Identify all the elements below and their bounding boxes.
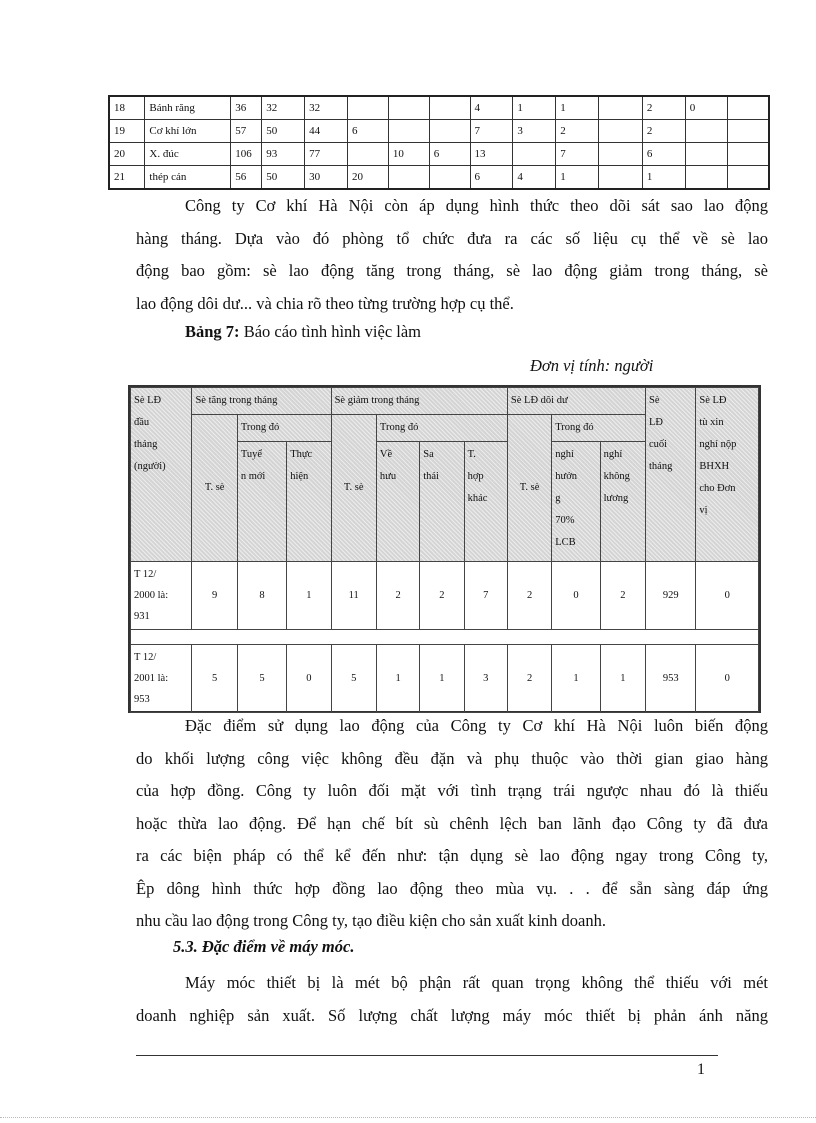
table-cell: X. đúc — [145, 143, 231, 166]
value-cell: 929 — [646, 562, 696, 630]
table-cell: 56 — [231, 166, 262, 190]
value-cell: 0 — [287, 645, 331, 713]
table-cell: 36 — [231, 96, 262, 120]
value-cell: 11 — [331, 562, 376, 630]
value-cell: 0 — [696, 645, 759, 713]
header-text-line: Sa — [423, 449, 434, 460]
value-cell: 953 — [646, 645, 696, 713]
table-cell: 32 — [262, 96, 305, 120]
caption-text: Báo cáo tình hình việc làm — [239, 322, 422, 341]
unit-note: Đơn vị tính: người — [530, 356, 654, 375]
table-cell: 106 — [231, 143, 262, 166]
header-text-line: BHXH — [699, 461, 730, 472]
table-cell: 2 — [642, 120, 685, 143]
table-cell — [388, 96, 429, 120]
text-line: Êp dông hình thức hợp đồng lao động theo mùa vụ. . . để sẵn sàng đáp ứng — [136, 878, 768, 898]
header-text-line: cuối — [649, 439, 668, 450]
text-line: ra các biện pháp có thể kể đến như: tận dụng sè lao động ngay trong Công ty, — [136, 846, 768, 865]
table-cell: 1 — [642, 166, 685, 190]
value-cell: 9 — [192, 562, 237, 630]
header-retire — [376, 442, 419, 562]
value-cell: 2 — [600, 562, 645, 630]
header-end-count — [646, 388, 696, 562]
header-text-line: cho Đơn — [699, 483, 736, 494]
row-label-line: 2001 là: — [134, 673, 169, 684]
header-text-line: tháng — [134, 439, 158, 450]
header-text-line: lương — [603, 493, 629, 504]
spacer-row — [131, 630, 759, 645]
table-cell — [388, 166, 429, 190]
header-unpaid — [600, 442, 645, 562]
table-cell — [429, 96, 470, 120]
header-text-line: Tuyể — [240, 449, 263, 460]
header-surplus: Sè LĐ dôi dư — [507, 388, 645, 415]
table-cell: 21 — [109, 166, 145, 190]
header-increase-total: T. sè — [192, 415, 237, 562]
text-line: lao động dôi dư... và chia rõ theo từng trường hợp cụ thể. — [136, 293, 514, 313]
value-cell: 2 — [420, 562, 464, 630]
caption-label: Bảng 7: — [185, 322, 240, 341]
table-cell — [727, 166, 769, 190]
table-cell — [599, 96, 643, 120]
report-row — [131, 645, 759, 713]
header-text-line: (người) — [134, 461, 166, 472]
value-cell: 8 — [237, 562, 286, 630]
header-text-line: hiện — [290, 471, 309, 482]
table-cell: 1 — [513, 96, 556, 120]
table-cell: 2 — [642, 96, 685, 120]
header-other — [464, 442, 507, 562]
table-cell — [599, 120, 643, 143]
table-cell: 4 — [513, 166, 556, 190]
header-text-line: n mới — [240, 471, 266, 482]
table-cell: 20 — [347, 166, 388, 190]
text-line: hoặc thừa lao động. Để hạn chế bít sù chênh lệch ban lãnh đạo Công ty đã đưa — [136, 813, 768, 833]
table-cell: 1 — [556, 166, 599, 190]
table-cell: 50 — [262, 120, 305, 143]
table-cell: 2 — [556, 120, 599, 143]
value-cell: 5 — [331, 645, 376, 713]
value-cell: 7 — [464, 562, 507, 630]
table-cell: 10 — [388, 143, 429, 166]
table-cell: 44 — [305, 120, 348, 143]
table-cell: 6 — [429, 143, 470, 166]
header-text-line: không — [603, 471, 630, 482]
value-cell: 2 — [507, 562, 551, 630]
header-text-line: tù xin — [699, 417, 724, 428]
table-row — [109, 96, 769, 120]
table-cell — [685, 120, 727, 143]
header-text-line: Sè LĐ — [699, 395, 727, 406]
header-text-line: T. — [467, 449, 476, 460]
text-line: Đặc điểm sử dụng lao động của Công ty Cơ khí Hà Nội luôn biến động — [185, 716, 768, 735]
table-cell: Cơ khí lớn — [145, 120, 231, 143]
value-cell: 1 — [552, 645, 600, 713]
header-text-line: LĐ — [649, 417, 663, 428]
row-label-line: T 12/ — [134, 569, 157, 580]
table-cell: 93 — [262, 143, 305, 166]
text-line: hàng tháng. Dựa vào đó phòng tổ chức đưa ra các số liệu cụ thể về sè lao — [136, 228, 768, 248]
page-edge — [0, 1117, 816, 1118]
header-text-line: vị — [699, 505, 708, 516]
header-decrease-of-which: Trong đó — [376, 415, 507, 442]
header-surplus-of-which: Trong đó — [552, 415, 646, 442]
table-cell — [388, 120, 429, 143]
header-leave70 — [552, 442, 600, 562]
table-cell: 0 — [685, 96, 727, 120]
text-line: do khối lượng công việc không đều đặn và phụ thuộc vào thời gian giao hàng — [136, 748, 768, 768]
paragraph-monitoring — [136, 190, 768, 320]
table-cell: 77 — [305, 143, 348, 166]
table-cell — [685, 143, 727, 166]
header-text-line: thải — [423, 471, 439, 482]
header-text-line: đầu — [134, 417, 150, 428]
table-cell — [599, 166, 643, 190]
header-text-line: Sè — [649, 395, 660, 406]
table-cell: 30 — [305, 166, 348, 190]
text-line: nhu cầu lao động trong Công ty, tạo điều kiện cho sản xuất kinh doanh. — [136, 911, 607, 930]
header-fired — [420, 442, 464, 562]
table-row — [109, 120, 769, 143]
row-label-line: T 12/ — [134, 652, 157, 663]
row-label — [131, 562, 192, 630]
table-cell: Bánh răng — [145, 96, 231, 120]
table-cell: 32 — [305, 96, 348, 120]
table-cell — [599, 143, 643, 166]
table-cell: 20 — [109, 143, 145, 166]
text-line: Máy móc thiết bị là mét bộ phận rất quan trọng không thể thiếu với mét — [185, 973, 768, 992]
header-text-line: g — [555, 493, 561, 504]
header-increase: Sè tăng trong tháng — [192, 388, 331, 415]
text-line: của hợp đồng. Công ty luôn đối mặt với tình trạng trái ngược nhau đó là thiếu — [136, 781, 768, 800]
table-cell — [685, 166, 727, 190]
table-cell: 50 — [262, 166, 305, 190]
table-row — [109, 143, 769, 166]
row-label-line: 2000 là: — [134, 590, 169, 601]
table-cell: 1 — [556, 96, 599, 120]
header-text-line: 70% — [555, 515, 575, 526]
header-text-line: nghỉ — [555, 449, 574, 460]
workshop-table — [108, 95, 770, 190]
header-text-line: LCB — [555, 537, 576, 548]
table-cell: 6 — [347, 120, 388, 143]
header-resign — [696, 388, 759, 562]
value-cell: 1 — [287, 562, 331, 630]
header-text-line: hưởn — [555, 471, 577, 482]
value-cell: 0 — [552, 562, 600, 630]
header-text-line: nghỉ — [603, 449, 623, 460]
table-caption — [185, 322, 421, 342]
header-text-line: nghỉ nộp — [699, 439, 737, 450]
table-cell: thép cán — [145, 166, 231, 190]
table-cell: 4 — [470, 96, 513, 120]
header-text-line: hưu — [379, 471, 397, 482]
section-heading: 5.3. Đặc điểm về máy móc. — [173, 937, 355, 956]
value-cell: 1 — [420, 645, 464, 713]
header-decrease-total: T. sè — [331, 415, 376, 562]
table-cell: 3 — [513, 120, 556, 143]
row-label — [131, 645, 192, 713]
header-decrease: Sè giảm trong tháng — [331, 388, 507, 415]
table-cell: 19 — [109, 120, 145, 143]
header-start-count — [131, 388, 192, 562]
value-cell: 2 — [507, 645, 551, 713]
table-cell — [513, 143, 556, 166]
table-cell — [429, 120, 470, 143]
table-cell — [727, 143, 769, 166]
table-cell: 18 — [109, 96, 145, 120]
employment-report-table — [128, 385, 761, 713]
report-row — [131, 562, 759, 630]
header-surplus-total: T. sè — [507, 415, 551, 562]
header-text-line: khác — [467, 493, 488, 504]
value-cell: 0 — [696, 562, 759, 630]
table-cell: 7 — [470, 120, 513, 143]
header-text-line: Thực — [290, 449, 313, 460]
table-cell: 6 — [470, 166, 513, 190]
header-text-line: hợp — [467, 471, 484, 482]
value-cell: 1 — [376, 645, 419, 713]
table-cell: 7 — [556, 143, 599, 166]
table-cell — [347, 96, 388, 120]
header-increase-of-which: Trong đó — [237, 415, 331, 442]
paragraph-labor-usage — [136, 710, 768, 938]
value-cell: 3 — [464, 645, 507, 713]
table-cell — [727, 96, 769, 120]
header-new-hire — [237, 442, 286, 562]
table-cell: 6 — [642, 143, 685, 166]
row-label-line: 953 — [134, 694, 150, 705]
header-text-line: Sè LĐ — [134, 395, 162, 406]
value-cell: 1 — [600, 645, 645, 713]
paragraph-machinery — [136, 967, 768, 1032]
text-line: doanh nghiệp sản xuất. Số lượng chất lượng máy móc thiết bị phản ánh năng — [136, 1005, 768, 1025]
table-cell: 57 — [231, 120, 262, 143]
text-line: Công ty Cơ khí Hà Nội còn áp dụng hình thức theo dõi sát sao lao động — [185, 196, 768, 215]
value-cell: 2 — [376, 562, 419, 630]
header-done — [287, 442, 331, 562]
header-text-line: tháng — [649, 461, 673, 472]
value-cell: 5 — [237, 645, 286, 713]
table-row — [109, 166, 769, 190]
table-cell — [727, 120, 769, 143]
table-cell: 13 — [470, 143, 513, 166]
header-text-line: Về — [379, 449, 393, 460]
value-cell: 5 — [192, 645, 237, 713]
row-label-line: 931 — [134, 611, 150, 622]
page-number: 1 — [697, 1061, 705, 1078]
footer-divider — [136, 1055, 718, 1056]
table-cell — [429, 166, 470, 190]
text-line: động bao gồm: sè lao động tăng trong tháng, sè lao động giảm trong tháng, sè — [136, 261, 768, 280]
table-cell — [347, 143, 388, 166]
